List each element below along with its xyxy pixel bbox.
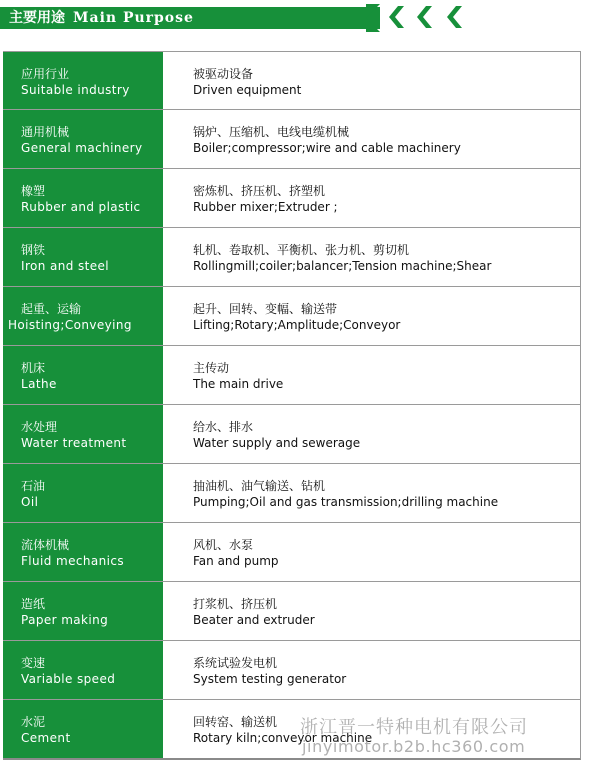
- description-zh: 抽油机、油气输送、钻机: [193, 479, 326, 493]
- description-cell: [193, 464, 576, 522]
- table-row: [3, 464, 581, 523]
- table-row: [3, 523, 581, 582]
- category-en: Oil: [21, 495, 39, 509]
- category-cell: [3, 110, 163, 168]
- description-zh: 轧机、卷取机、平衡机、张力机、剪切机: [193, 243, 410, 257]
- table-row: [3, 641, 581, 700]
- table-row: [3, 110, 581, 169]
- description-zh: 锅炉、压缩机、电线电缆机械: [193, 125, 350, 139]
- category-en: Hoisting;Conveying: [8, 318, 132, 332]
- category-en: Lathe: [21, 377, 57, 391]
- category-zh: 橡塑: [21, 184, 46, 198]
- description-cell: [193, 523, 576, 581]
- description-cell: [193, 405, 576, 463]
- description-en: Boiler;compressor;wire and cable machinery: [193, 141, 461, 155]
- description-cell: [193, 52, 576, 109]
- description-zh: 主传动: [193, 361, 230, 375]
- description-zh: 风机、水泵: [193, 538, 254, 552]
- description-zh: 给水、排水: [193, 420, 254, 434]
- page-title: [9, 7, 194, 29]
- category-zh: 应用行业: [21, 67, 70, 81]
- description-en: Water supply and sewerage: [193, 436, 361, 450]
- description-en: Rollingmill;coiler;balancer;Tension machine;Shear: [193, 259, 492, 273]
- category-zh: 钢铁: [21, 243, 46, 257]
- category-cell: [3, 641, 163, 699]
- description-en: Lifting;Rotary;Amplitude;Conveyor: [193, 318, 401, 332]
- category-en: Variable speed: [21, 672, 116, 686]
- description-cell: [193, 228, 576, 286]
- table-header-row: [3, 52, 581, 110]
- description-zh: 系统试验发电机: [193, 656, 278, 670]
- description-zh: 回转窑、输送机: [193, 715, 278, 729]
- category-cell: [3, 52, 163, 109]
- category-en: Paper making: [21, 613, 109, 627]
- table-row: [3, 228, 581, 287]
- description-en: Driven equipment: [193, 83, 302, 97]
- description-en: Rotary kiln;conveyor machine: [193, 731, 373, 745]
- category-cell: [3, 582, 163, 640]
- category-zh: 起重、运输: [21, 302, 82, 316]
- category-zh: 流体机械: [21, 538, 70, 552]
- category-en: Cement: [21, 731, 71, 745]
- description-zh: 密炼机、挤压机、挤塑机: [193, 184, 326, 198]
- description-cell: [193, 582, 576, 640]
- category-cell: [3, 464, 163, 522]
- table-row: [3, 287, 581, 346]
- title-zh: 主要用途: [9, 10, 65, 26]
- description-en: Beater and extruder: [193, 613, 315, 627]
- table-row: [3, 405, 581, 464]
- category-en: Iron and steel: [21, 259, 110, 273]
- category-en: Water treatment: [21, 436, 127, 450]
- description-en: Fan and pump: [193, 554, 279, 568]
- chevrons-icon: [366, 4, 476, 32]
- category-cell: [3, 346, 163, 404]
- purpose-table: [3, 51, 581, 760]
- description-en: Pumping;Oil and gas transmission;drilling machine: [193, 495, 499, 509]
- description-cell: [193, 110, 576, 168]
- description-zh: 被驱动设备: [193, 67, 254, 81]
- category-zh: 水泥: [21, 715, 46, 729]
- category-en: Fluid mechanics: [21, 554, 125, 568]
- category-zh: 变速: [21, 656, 46, 670]
- table-row: [3, 346, 581, 405]
- title-en: Main Purpose: [73, 10, 194, 26]
- category-cell: [3, 287, 163, 345]
- category-cell: [3, 700, 163, 758]
- category-en: General machinery: [21, 141, 143, 155]
- table-row: [3, 582, 581, 641]
- category-cell: [3, 523, 163, 581]
- description-en: The main drive: [193, 377, 284, 391]
- category-en: Rubber and plastic: [21, 200, 141, 214]
- category-cell: [3, 405, 163, 463]
- description-zh: 起升、回转、变幅、输送带: [193, 302, 338, 316]
- description-cell: [193, 346, 576, 404]
- description-en: System testing generator: [193, 672, 347, 686]
- header-banner: [0, 7, 380, 29]
- category-zh: 石油: [21, 479, 46, 493]
- watermark-company: 浙江晋一特种电机有限公司: [300, 717, 528, 738]
- description-en: Rubber mixer;Extruder ;: [193, 200, 338, 214]
- category-en: Suitable industry: [21, 83, 130, 97]
- category-cell: [3, 169, 163, 227]
- description-cell: [193, 641, 576, 699]
- category-zh: 造纸: [21, 597, 46, 611]
- category-zh: 机床: [21, 361, 46, 375]
- description-zh: 打浆机、挤压机: [193, 597, 278, 611]
- category-zh: 水处理: [21, 420, 58, 434]
- table-row: [3, 169, 581, 228]
- watermark-url: jinyimotor.b2b.hc360.com: [302, 737, 526, 756]
- description-cell: [193, 287, 576, 345]
- category-zh: 通用机械: [21, 125, 70, 139]
- category-cell: [3, 228, 163, 286]
- description-cell: [193, 169, 576, 227]
